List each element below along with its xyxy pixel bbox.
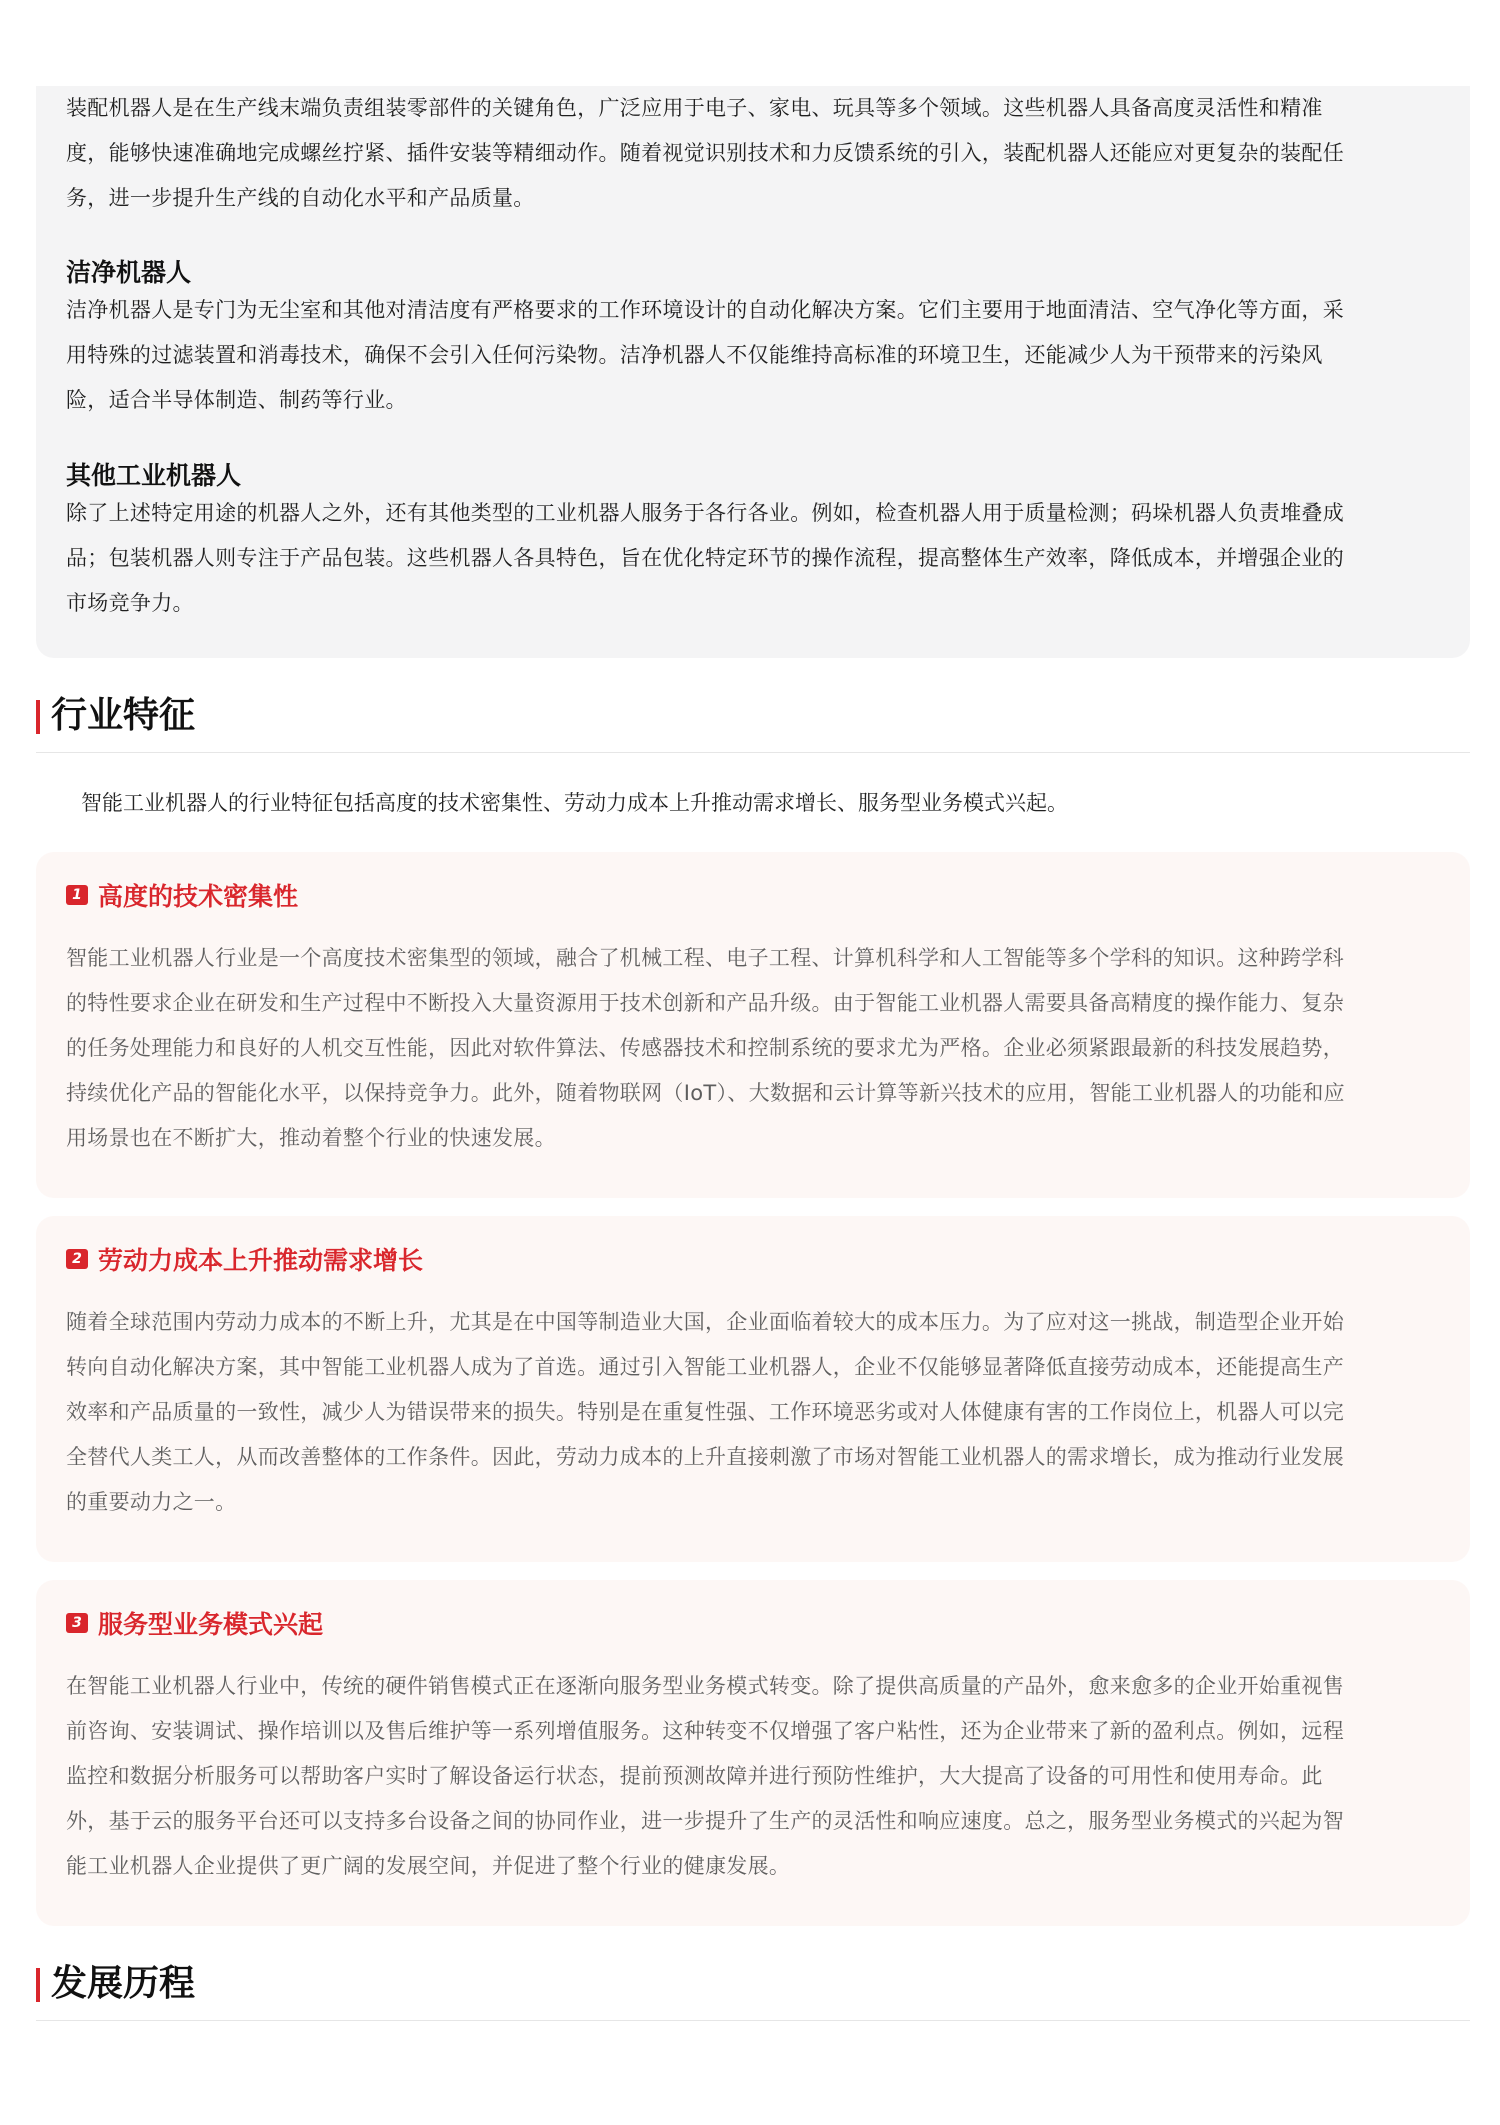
other-robot-body [66,491,1466,626]
other-robot-block [66,459,1466,493]
paragraph-line: 洁净机器人是专门为无尘室和其他对清洁度有严格要求的工作环境设计的自动化解决方案。它们主要用于地面清洁、空气净化等方面，采 [66,298,1344,322]
paragraph-line: 装配机器人是在生产线末端负责组装零部件的关键角色，广泛应用于电子、家电、玩具等多个领域。这些机器人具备高度灵活性和精准 [66,96,1323,120]
paragraph-line: 全替代人类工人，从而改善整体的工作条件。因此，劳动力成本的上升直接刺激了市场对智能工业机器人的需求增长，成为推动行业发展 [66,1445,1344,1469]
paragraph-line: 品；包装机器人则专注于产品包装。这些机器人各具特色，旨在优化特定环节的操作流程，提高整体生产效率，降低成本，并增强企业的 [66,546,1344,570]
paragraph-line: 转向自动化解决方案，其中智能工业机器人成为了首选。通过引入智能工业机器人，企业不仅能够显著降低直接劳动成本，还能提高生产 [66,1355,1344,1379]
paragraph-line: 市场竞争力。 [66,591,194,615]
feature-card-body [66,1664,1466,1889]
section-heading-history [36,1952,1470,2021]
feature-card-header [66,1244,423,1278]
paragraph-line: 前咨询、安装调试、操作培训以及售后维护等一系列增值服务。这种转变不仅增强了客户粘性，还为企业带来了新的盈利点。例如，远程 [66,1719,1344,1743]
section-accent-bar [36,1968,40,2002]
feature-paragraph [66,1300,1466,1525]
section-heading-features [36,684,1470,753]
paragraph-line: 在智能工业机器人行业中，传统的硬件销售模式正在逐渐向服务型业务模式转变。除了提供高质量的产品外，愈来愈多的企业开始重视售 [66,1674,1344,1698]
paragraph-line: 智能工业机器人行业是一个高度技术密集型的领域，融合了机械工程、电子工程、计算机科学和人工智能等多个学科的知识。这种跨学科 [66,946,1344,970]
paragraph-line: 持续优化产品的智能化水平，以保持竞争力。此外，随着物联网（IoT）、大数据和云计算等新兴技术的应用，智能工业机器人的功能和应 [66,1081,1345,1105]
paragraph-line: 的重要动力之一。 [66,1490,237,1514]
paragraph-line: 外，基于云的服务平台还可以支持多台设备之间的协同作业，进一步提升了生产的灵活性和响应速度。总之，服务型业务模式的兴起为智 [66,1809,1344,1833]
other-robot-title: 其他工业机器人 [66,461,242,490]
paragraph-line: 度，能够快速准确地完成螺丝拧紧、插件安装等精细动作。随着视觉识别技术和力反馈系统的引入，装配机器人还能应对更复杂的装配任 [66,141,1344,165]
section-accent-bar [36,700,40,734]
paragraph-line: 用特殊的过滤装置和消毒技术，确保不会引入任何污染物。洁净机器人不仅能维持高标准的环境卫生，还能减少人为干预带来的污染风 [66,343,1323,367]
paragraph-line: 监控和数据分析服务可以帮助客户实时了解设备运行状态，提前预测故障并进行预防性维护，大大提高了设备的可用性和使用寿命。此 [66,1764,1323,1788]
other-robot-paragraph [66,491,1466,626]
assembly-robot-block [66,86,1466,221]
clean-robot-body [66,288,1466,423]
number-badge: 3 [66,1613,88,1633]
feature-card-1 [36,852,1470,1198]
feature-card-body [66,936,1466,1161]
features-intro: 智能工业机器人的行业特征包括高度的技术密集性、劳动力成本上升推动需求增长、服务型业务模式兴起。 [81,791,1068,815]
number-badge: 1 [66,885,88,905]
section-title: 发展历程 [51,1963,196,2004]
feature-card-header [66,1608,323,1642]
feature-card-2 [36,1216,1470,1562]
feature-paragraph [66,936,1466,1161]
robot-types-card [36,86,1470,658]
clean-robot-title: 洁净机器人 [66,258,192,287]
feature-card-title: 高度的技术密集性 [98,882,299,911]
paragraph-line: 能工业机器人企业提供了更广阔的发展空间，并促进了整个行业的健康发展。 [66,1854,791,1878]
section-title: 行业特征 [51,695,196,736]
paragraph-line: 随着全球范围内劳动力成本的不断上升，尤其是在中国等制造业大国，企业面临着较大的成本压力。为了应对这一挑战，制造型企业开始 [66,1310,1344,1334]
paragraph-line: 效率和产品质量的一致性，减少人为错误带来的损失。特别是在重复性强、工作环境恶劣或对人体健康有害的工作岗位上，机器人可以完 [66,1400,1344,1424]
clean-robot-block [66,256,1466,290]
feature-card-header [66,880,298,914]
feature-card-3 [36,1580,1470,1926]
feature-card-title: 劳动力成本上升推动需求增长 [98,1246,424,1275]
paragraph-line: 险，适合半导体制造、制药等行业。 [66,388,407,412]
paragraph-line: 用场景也在不断扩大，推动着整个行业的快速发展。 [66,1126,556,1150]
paragraph-line: 的特性要求企业在研发和生产过程中不断投入大量资源用于技术创新和产品升级。由于智能工业机器人需要具备高精度的操作能力、复杂 [66,991,1344,1015]
number-badge: 2 [66,1249,88,1269]
feature-paragraph [66,1664,1466,1889]
paragraph-line: 除了上述特定用途的机器人之外，还有其他类型的工业机器人服务于各行各业。例如，检查机器人用于质量检测；码垛机器人负责堆叠成 [66,501,1344,525]
paragraph-line: 务，进一步提升生产线的自动化水平和产品质量。 [66,186,535,210]
paragraph-line: 的任务处理能力和良好的人机交互性能，因此对软件算法、传感器技术和控制系统的要求尤为严格。企业必须紧跟最新的科技发展趋势， [66,1036,1344,1060]
feature-card-body [66,1300,1466,1525]
clean-robot-paragraph [66,288,1466,423]
assembly-robot-paragraph [66,86,1466,221]
feature-card-title: 服务型业务模式兴起 [98,1610,324,1639]
